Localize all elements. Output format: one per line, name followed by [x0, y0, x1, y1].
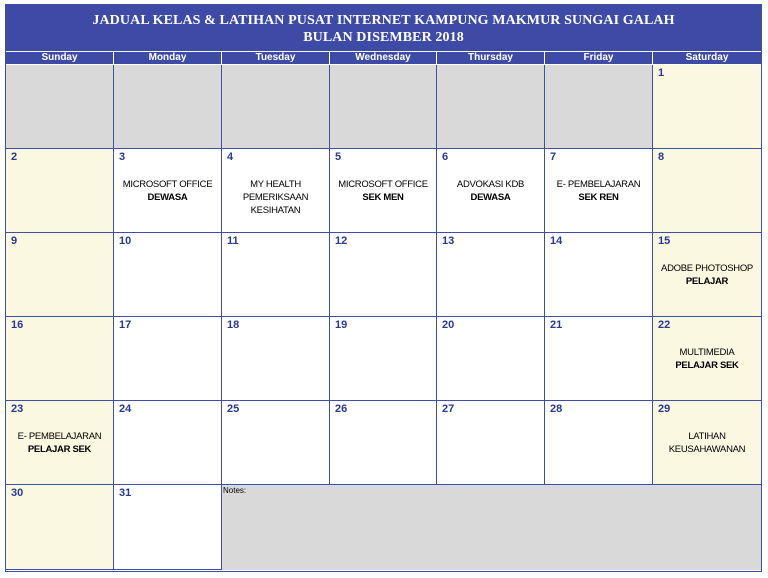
event-audience: DEWASA — [470, 192, 511, 203]
calendar-day-cell — [653, 401, 761, 485]
calendar-day-cell — [545, 317, 653, 401]
calendar-frame — [5, 4, 762, 572]
class-event — [117, 178, 218, 204]
weekday-header-row — [6, 52, 761, 64]
calendar-day-cell — [114, 401, 222, 485]
calendar-day-cell — [330, 317, 437, 401]
weekday-thursday: Thursday — [437, 52, 544, 64]
calendar-day-cell — [653, 317, 761, 401]
day-number: 5 — [335, 151, 342, 163]
event-audience: SEK REN — [578, 192, 619, 203]
event-title-line: MICROSOFT OFFICE — [338, 179, 428, 190]
event-title-line: LATIHAN — [688, 431, 726, 442]
calendar-cell-empty — [114, 65, 222, 149]
day-number: 31 — [119, 487, 132, 499]
day-number: 27 — [442, 403, 455, 415]
calendar-day-cell — [653, 233, 761, 317]
event-title-line: PEMERIKSAAN — [242, 192, 309, 203]
event-title-line: MICROSOFT OFFICE — [122, 179, 213, 190]
calendar-day-cell — [222, 149, 330, 233]
calendar-day-cell — [330, 233, 437, 317]
day-number: 17 — [119, 319, 132, 331]
day-number: 7 — [550, 151, 557, 163]
event-audience: PELAJAR — [685, 276, 729, 287]
event-title-line: E- PEMBELAJARAN — [556, 179, 641, 190]
calendar-day-cell — [437, 233, 545, 317]
event-title-line: MY HEALTH — [250, 179, 301, 190]
day-number: 9 — [11, 235, 18, 247]
calendar-day-cell — [6, 485, 114, 570]
class-event — [656, 430, 758, 456]
calendar-day-cell — [653, 65, 761, 149]
class-event — [440, 178, 541, 204]
event-title-line: E- PEMBELAJARAN — [17, 431, 102, 442]
calendar-grid — [6, 65, 761, 572]
day-number: 11 — [227, 235, 239, 247]
day-number: 28 — [550, 403, 563, 415]
calendar-cell-empty — [545, 65, 653, 149]
event-audience: PELAJAR SEK — [27, 444, 92, 455]
calendar-day-cell — [330, 149, 437, 233]
event-audience: PELAJAR SEK — [675, 360, 739, 371]
calendar-day-cell — [437, 317, 545, 401]
class-event — [548, 178, 649, 204]
event-title-line: ADVOKASI KDB — [456, 179, 525, 190]
day-number: 25 — [227, 403, 240, 415]
day-number: 12 — [335, 235, 348, 247]
calendar-day-cell — [545, 233, 653, 317]
calendar-day-cell — [545, 401, 653, 485]
day-number: 18 — [227, 319, 240, 331]
event-audience: DEWASA — [147, 192, 188, 203]
calendar-day-cell — [545, 149, 653, 233]
class-event — [333, 178, 433, 204]
calendar-day-cell — [330, 401, 437, 485]
calendar-day-cell — [222, 233, 330, 317]
class-event — [656, 346, 758, 372]
calendar-cell-empty — [6, 65, 114, 149]
calendar-day-cell — [437, 401, 545, 485]
calendar-day-cell — [6, 317, 114, 401]
day-number: 24 — [119, 403, 132, 415]
day-number: 26 — [335, 403, 348, 415]
class-event — [9, 430, 110, 456]
day-number: 30 — [11, 487, 24, 499]
calendar-day-cell — [114, 233, 222, 317]
notes-label: Notes: — [223, 486, 247, 495]
day-number: 14 — [550, 235, 563, 247]
day-number: 29 — [658, 403, 671, 415]
weekday-tuesday: Tuesday — [222, 52, 329, 64]
day-number: 13 — [442, 235, 455, 247]
day-number: 19 — [335, 319, 348, 331]
calendar-day-cell — [114, 317, 222, 401]
notes-area — [222, 485, 761, 570]
weekday-sunday: Sunday — [6, 52, 113, 64]
day-number: 16 — [11, 319, 24, 331]
day-number: 4 — [227, 151, 234, 163]
class-event — [656, 262, 758, 288]
day-number: 8 — [658, 151, 665, 163]
calendar-day-cell — [653, 149, 761, 233]
weekday-wednesday: Wednesday — [330, 52, 436, 64]
calendar-day-cell — [6, 149, 114, 233]
event-title-line: KESIHATAN — [250, 205, 301, 216]
calendar-day-cell — [222, 401, 330, 485]
calendar-day-cell — [114, 149, 222, 233]
day-number: 15 — [658, 235, 671, 247]
day-number: 21 — [550, 319, 563, 331]
weekday-friday: Friday — [545, 52, 652, 64]
calendar-day-cell — [114, 485, 222, 570]
day-number: 1 — [658, 67, 665, 79]
calendar-header — [6, 5, 761, 51]
weekday-saturday: Saturday — [653, 52, 761, 64]
day-number: 20 — [442, 319, 455, 331]
class-event — [225, 178, 326, 217]
calendar-title: JADUAL KELAS & LATIHAN PUSAT INTERNET KAMPUNG MAKMUR SUNGAI GALAH — [92, 13, 675, 28]
event-title-line: ADOBE PHOTOSHOP — [661, 263, 753, 274]
day-number: 2 — [11, 151, 18, 163]
calendar-cell-empty — [222, 65, 330, 149]
calendar-month: BULAN DISEMBER 2018 — [303, 30, 464, 45]
day-number: 23 — [11, 403, 24, 415]
calendar-cell-empty — [330, 65, 437, 149]
calendar-day-cell — [222, 317, 330, 401]
event-audience: SEK MEN — [362, 192, 404, 203]
day-number: 6 — [442, 151, 449, 163]
day-number: 10 — [119, 235, 132, 247]
event-title-line: KEUSAHAWANAN — [668, 444, 746, 455]
calendar-day-cell — [437, 149, 545, 233]
day-number: 3 — [119, 151, 126, 163]
event-title-line: MULTIMEDIA — [679, 347, 735, 358]
weekday-monday: Monday — [114, 52, 221, 64]
calendar-day-cell — [6, 401, 114, 485]
day-number: 22 — [658, 319, 671, 331]
calendar-day-cell — [6, 233, 114, 317]
calendar-cell-empty — [437, 65, 545, 149]
